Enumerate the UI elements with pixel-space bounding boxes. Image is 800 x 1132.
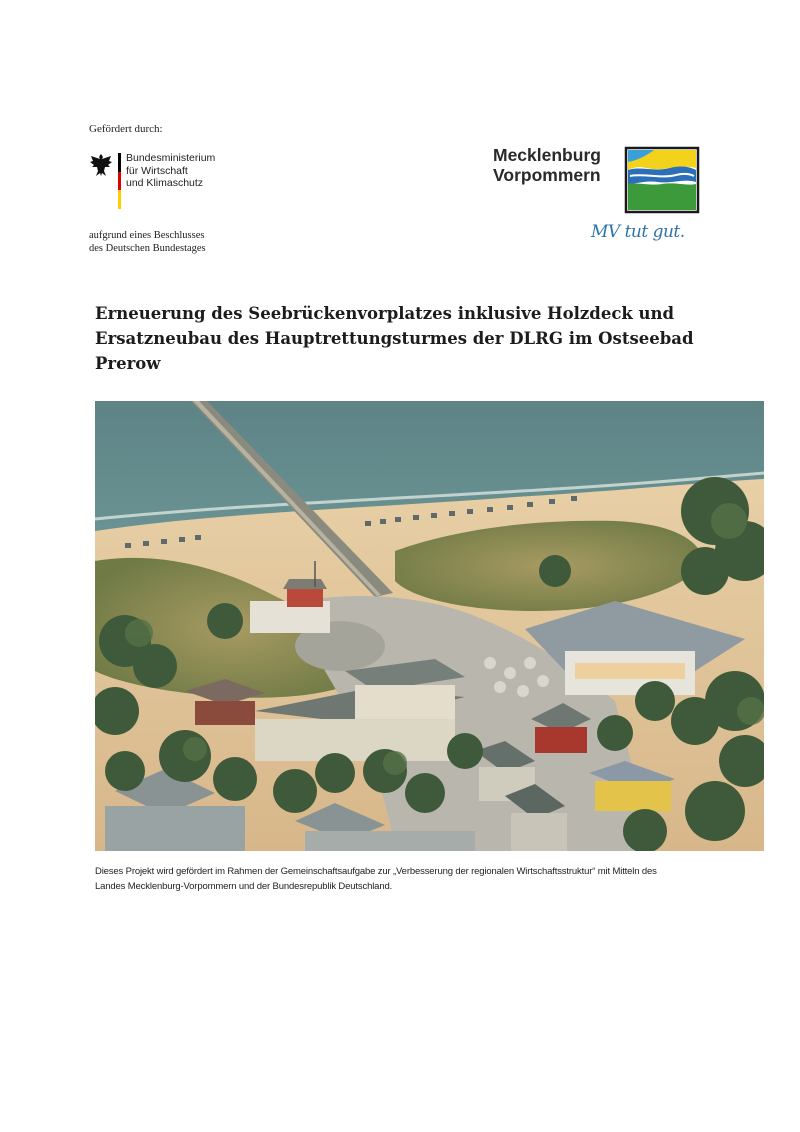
state-name-line: Mecklenburg: [493, 145, 601, 165]
title-line: Prerow: [95, 354, 161, 373]
mv-landscape-logo-icon: [624, 146, 700, 214]
funding-note-line: Dieses Projekt wird gefördert im Rahmen der Gemeinschaftsaufgabe zur „Verbesserung der regionalen Wirtschaftsstruktur“ mit Mitteln des: [95, 866, 657, 877]
ministry-logo: [89, 152, 269, 222]
resolution-line: des Deutschen Bundestages: [89, 243, 206, 254]
title-line: Erneuerung des Seebrückenvorplatzes inklusive Holzdeck und: [95, 304, 675, 323]
ministry-line: und Klimaschutz: [126, 177, 204, 189]
page-title: [95, 301, 715, 376]
ministry-name: [126, 152, 215, 190]
state-brand-name: [493, 145, 601, 185]
ministry-line: Bundesministerium: [126, 152, 216, 164]
title-line: Ersatzneubau des Hauptrettungsturmes der DLRG im Ostseebad: [95, 329, 694, 348]
funding-note: [95, 864, 735, 894]
state-name-line: Vorpommern: [493, 165, 601, 185]
federal-eagle-icon: [89, 152, 113, 178]
bundestag-resolution-note: [89, 229, 206, 255]
state-slogan: MV tut gut.: [591, 222, 685, 242]
funded-by-label: Gefördert durch:: [89, 123, 163, 135]
ministry-line: für Wirtschaft: [126, 164, 188, 177]
aerial-rendering-pier-plaza-icon: [95, 401, 764, 851]
funding-note-line: Landes Mecklenburg-Vorpommern und der Bundesrepublik Deutschland.: [95, 881, 393, 892]
resolution-line: aufgrund eines Beschlusses: [89, 230, 205, 241]
german-flag-bar: [118, 153, 121, 209]
